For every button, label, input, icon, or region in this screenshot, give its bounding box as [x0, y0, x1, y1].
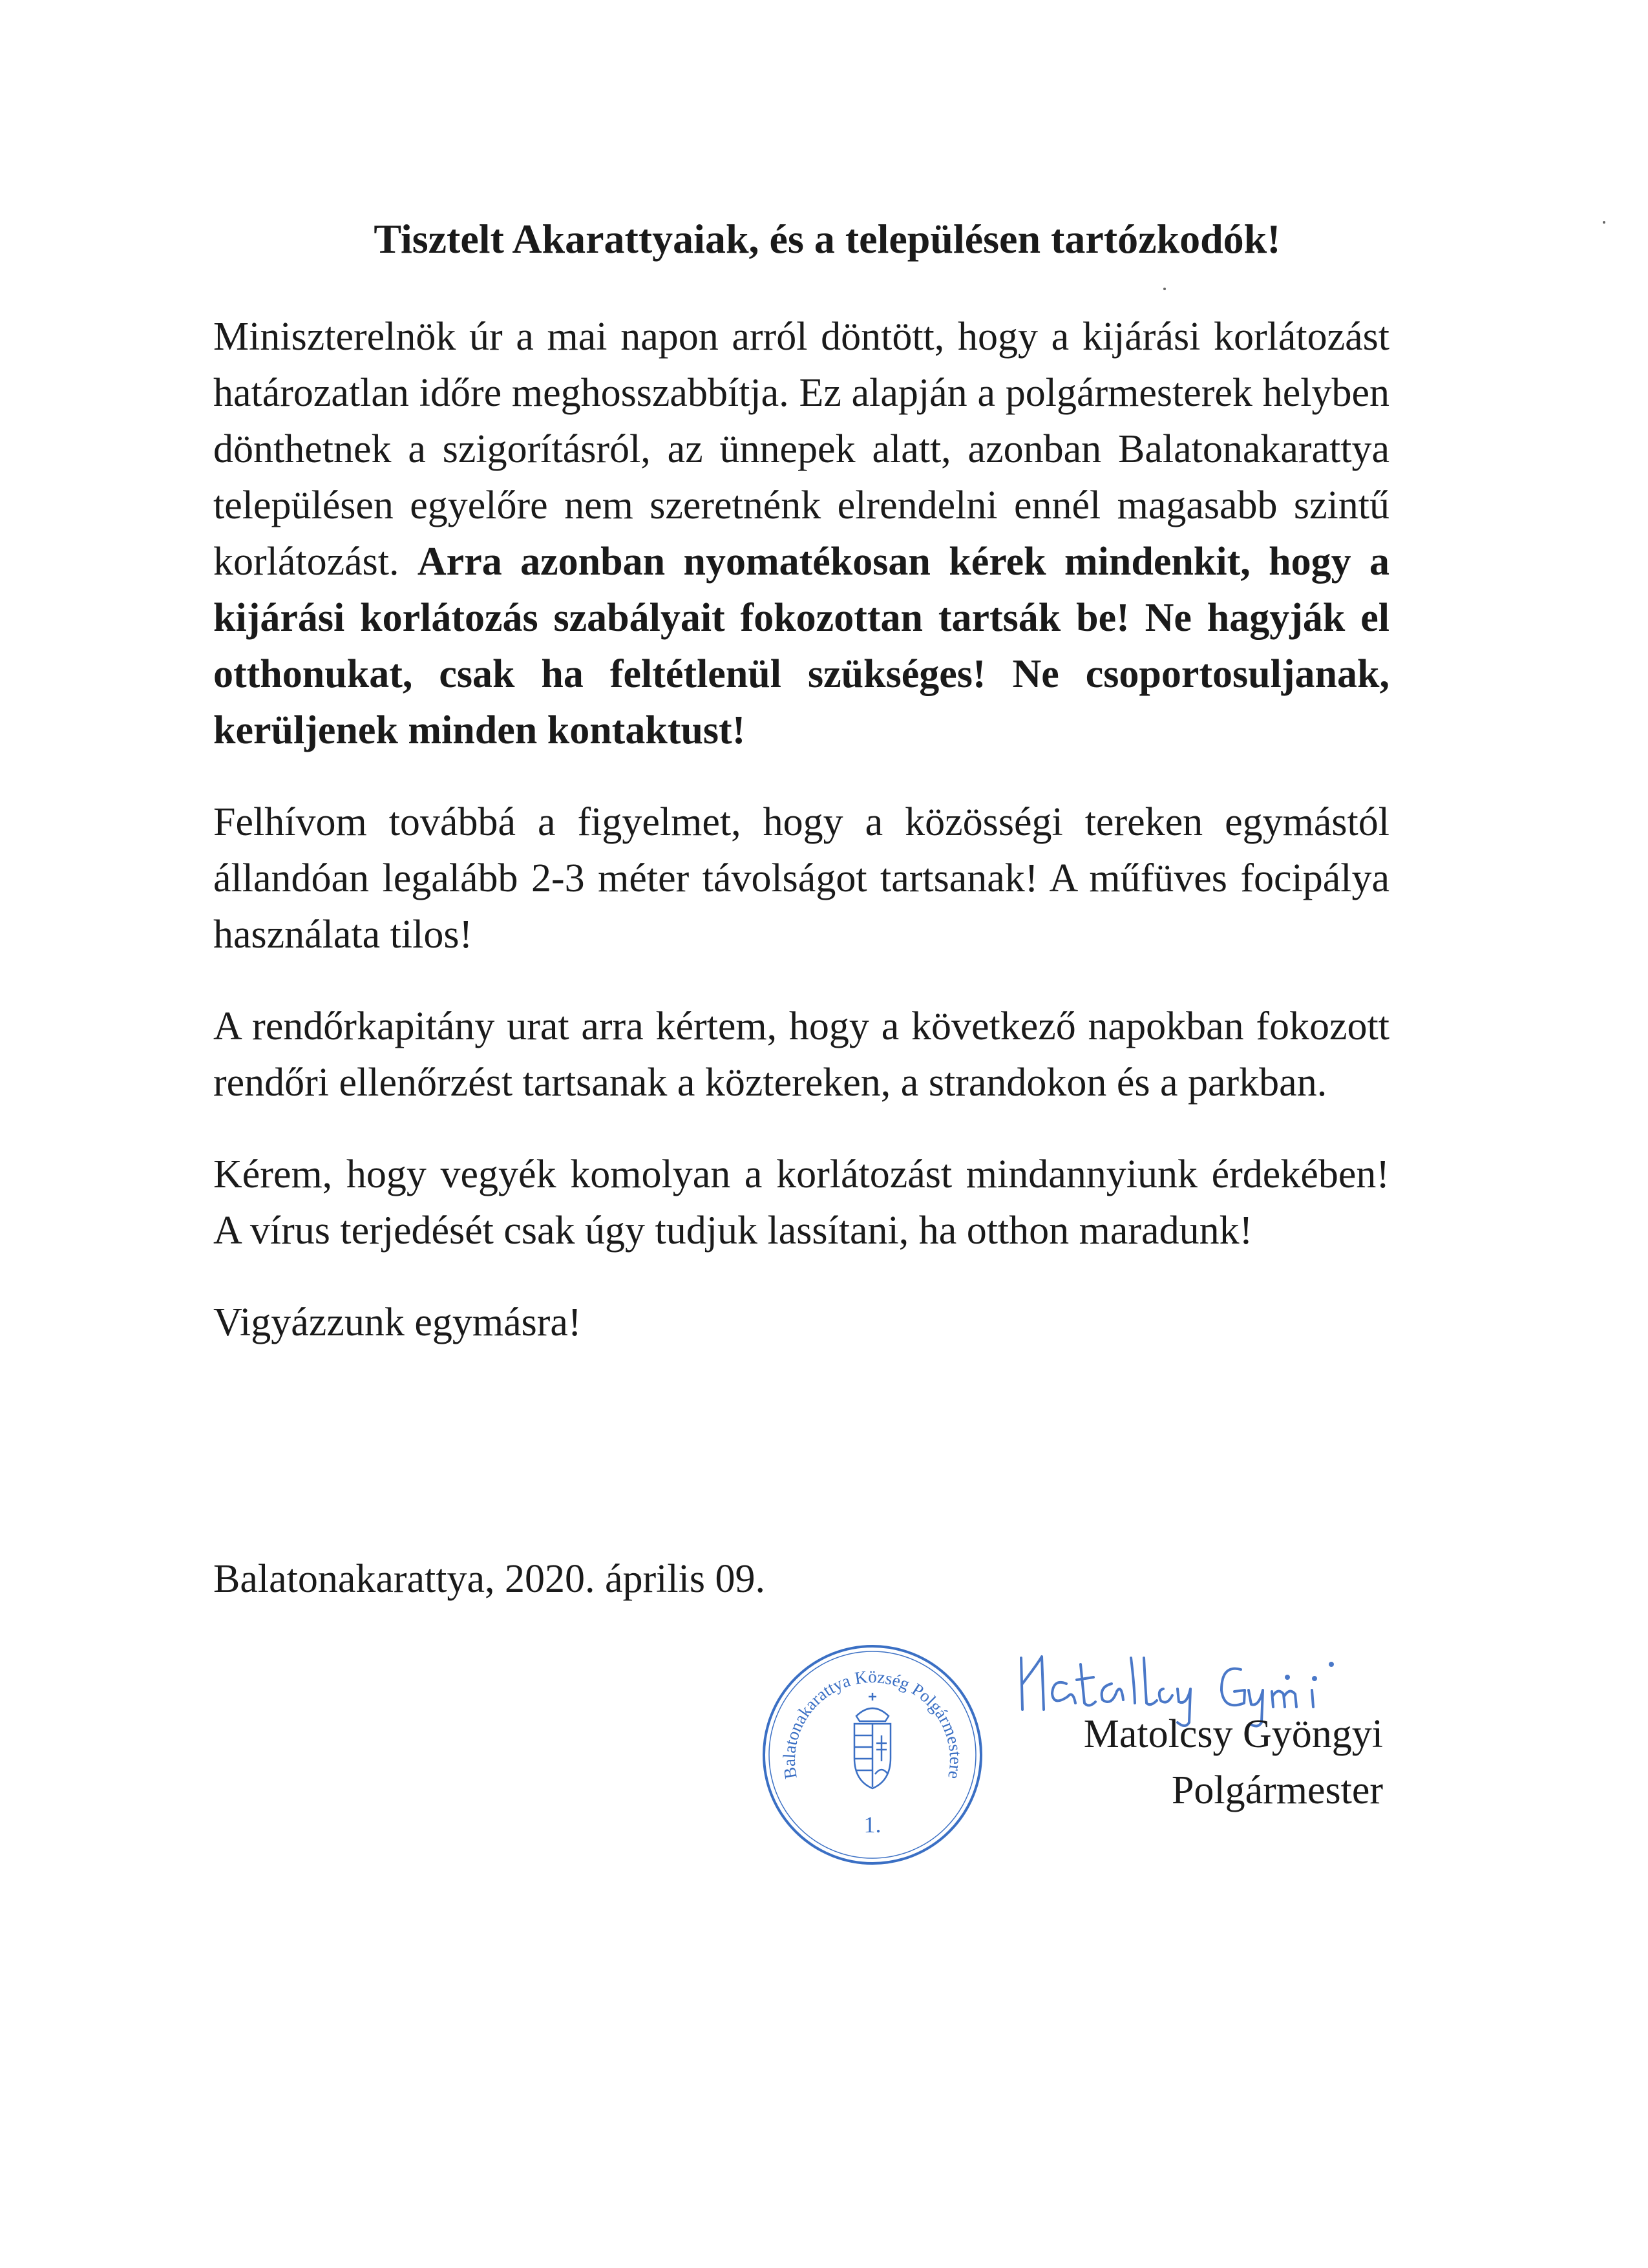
paragraph-2: Felhívom továbbá a figyelmet, hogy a közösségi tereken egymástól állandóan legalább 2-3 méter távolságot tartsanak! A műfüves focipálya használata tilos! [213, 800, 1389, 957]
paragraph-1-normal: Miniszterelnök úr a mai napon arról döntött, hogy a kijárási korlátozást határozatlan időre meghosszabbítja. Ez alapján a polgármesterek helyben dönthetnek a szigorításról, az ünnepek alatt, azonban Balatonakarattya településen egyelőre nem szeretnénk elrendelni ennél magasabb szintű korlátozást. [213, 315, 1389, 584]
stamp-number: 1. [863, 1812, 882, 1838]
signer-title: Polgármester [1171, 1768, 1383, 1812]
paragraph-3: A rendőrkapitány urat arra kértem, hogy a következő napokban fokozott rendőri ellenőrzést tartsanak a köztereken, a strandokon és a parkban. [213, 1004, 1389, 1105]
paragraph-1 [213, 309, 1389, 759]
svg-text:Balatonakarattya Község Polgár: Balatonakarattya Község Polgármestere [779, 1667, 966, 1781]
letter-body [213, 309, 1389, 1386]
official-stamp [756, 1638, 989, 1871]
closing-line: Vigyázzunk egymásra! [213, 1300, 582, 1344]
coat-of-arms-icon [854, 1693, 891, 1788]
signer-name: Matolcsy Gyöngyi [1083, 1712, 1383, 1756]
scan-speck [1163, 288, 1166, 290]
paragraph-4: Kérem, hogy vegyék komolyan a korlátozást mindannyiunk érdekében! A vírus terjedését csak úgy tudjuk lassítani, ha otthon maradunk! [213, 1152, 1389, 1253]
paragraph-1-bold: Arra azonban nyomatékosan kérek mindenkit, hogy a kijárási korlátozás szabályait fokozottan tartsák be! Ne hagyják el otthonukat, csak ha feltétlenül szükséges! Ne csoportosuljanak, kerüljenek minden kontaktust! [213, 540, 1389, 752]
place-and-date: Balatonakarattya, 2020. április 09. [213, 1557, 765, 1601]
scan-speck [1603, 221, 1605, 224]
letter-title: Tisztelt Akarattyaiak, és a településen tartózkodók! [374, 216, 1281, 262]
signer-block [956, 1706, 1383, 1819]
